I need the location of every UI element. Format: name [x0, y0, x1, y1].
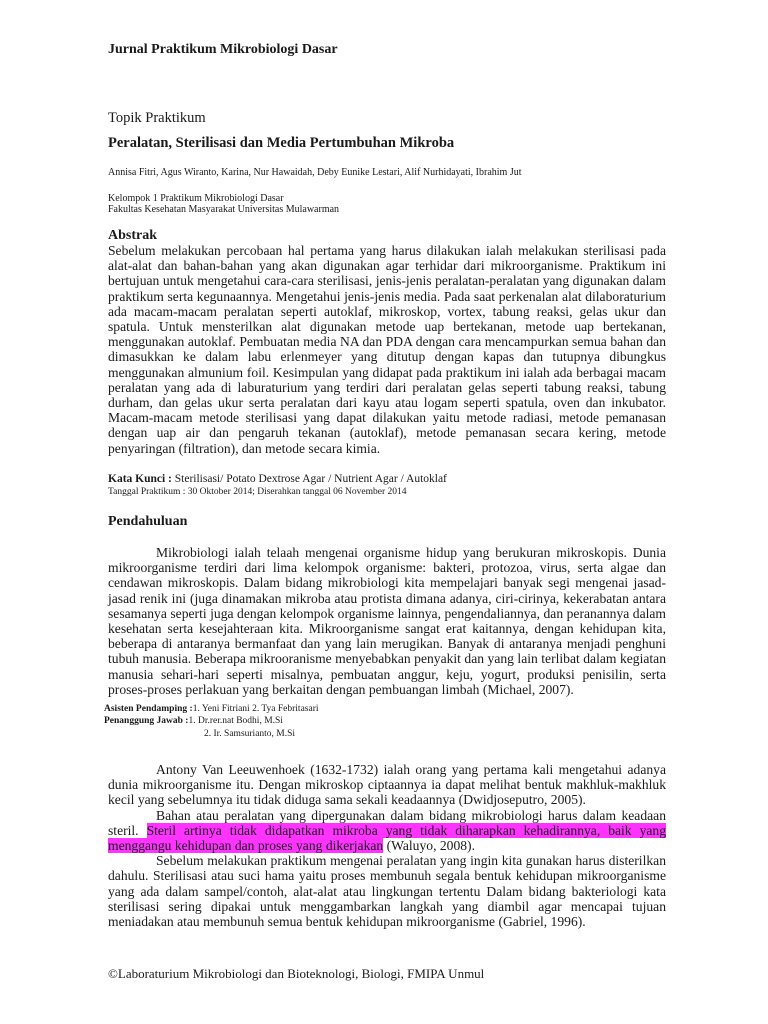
intro-paragraph-2: Antony Van Leeuwenhoek (1632-1732) ialah orang yang pertama kali mengetahui adanya dunia mikroorganisme itu. Dengan mikroskop ciptaannya ia dapat melihat bentuk makhluk-makhluk kecil yang sebelumnya itu tidak diduga sama sekali keadaannya (Dwidjoseputro, 2005).	[108, 762, 666, 808]
responsible-line	[104, 716, 283, 726]
group-name: Kelompok 1 Praktikum Mikrobiologi Dasar	[108, 193, 284, 204]
responsible-label: Penanggung Jawab :	[104, 716, 189, 726]
keywords-list: Sterilisasi/ Potato Dextrose Agar / Nutrient Agar / Autoklaf	[171, 473, 447, 485]
responsible-name-1: 1. Dr.rer.nat Bodhi, M.Si	[188, 716, 283, 726]
keywords-label: Kata Kunci :	[108, 473, 172, 485]
abstract-text: Sebelum melakukan percobaan hal pertama yang harus dilakukan ialah melakukan sterilisasi pada alat-alat dan bahan-bahan yang akan digunakan agar terhidar dari mikroorganisme. Praktikum ini bertujuan untuk mengetahui cara-cara sterilisasi, jenis-jenis peralatan-peralatan yang digunakan dalam praktikum serta kegunaannya. Mengetahui jenis-jenis media. Pada saat perkenalan alat dilaboraturium ada macam-macam peralatan seperti autoklaf, mikroskop, vortex, tabung reaksi, gelas ukur dan spatula. Untuk mensterilkan alat digunakan metode uap bertekanan, metode uap bertekanan, menggunakan autoklaf. Pembuatan media NA dan PDA dengan cara mencampurkan semua bahan dan dimasukkan ke dalam labu erlenmeyer yang ditutup dengan kapas dan tutupnya dibungkus menggunakan almunium foil. Kesimpulan yang didapat pada praktikum ini ialah ada berbagai macam peralatan yang ada di laburaturium yang terdiri dari peralatan gelas seperti tabung reaksi, tabung durham, dan gelas ukur serta peralatan dari kayu atau logam seperti spatula, oven dan inkubator. Macam-macam metode sterilisasi yang dapat dilakukan yaitu metode radiasi, metode pemanasan dengan uap air dan pengaruh tekanan (autoklaf), metode pemanasan secara kering, metode penyaringan (filtration), dan metode secara kimia.	[108, 243, 666, 456]
responsible-name-2: 2. Ir. Samsurianto, M.Si	[204, 729, 296, 739]
journal-name: Jurnal Praktikum Mikrobiologi Dasar	[108, 42, 338, 57]
highlighted-text: Steril artinya tidak didapatkan mikroba yang tidak diharapkan kehadirannya, baik yang menggangu kehidupan dan proses yang dikerjakan	[108, 822, 666, 854]
intro-paragraph-3	[108, 808, 666, 854]
faculty-name: Fakultas Kesehatan Masyarakat Universitas Mulawarman	[108, 204, 340, 215]
author-list: Annisa Fitri, Agus Wiranto, Karina, Nur Hawaidah, Deby Eunike Lestari, Alif Nurhidayati, Ibrahim Jut	[108, 167, 522, 178]
paper-title: Peralatan, Sterilisasi dan Media Pertumbuhan Mikroba	[108, 135, 455, 151]
assistant-label: Asisten Pendamping :	[104, 704, 193, 714]
affiliation	[108, 193, 339, 215]
intro-paragraph-4: Sebelum melakukan praktikum mengenai peralatan yang ingin kita gunakan harus disterilkan dahulu. Sterilisasi atau suci hama yaitu proses membunuh segala bentuk kehidupan mikroorganisme yang ada dalam sampel/contoh, alat-alat atau lingkungan tertentu Dalam bidang bakteriologi kata sterilisasi sering dipakai untuk menggambarkan langkah yang diambil agar mencapai tujuan meniadakan atau membunuh semua bentuk kehidupan mikroorganisme (Gabriel, 1996).	[108, 853, 666, 930]
p3-text-pre: Bahan atau peralatan yang dipergunakan dalam bidang mikrobiologi harus dalam keadaan steril.	[108, 807, 666, 838]
abstract-heading: Abstrak	[108, 228, 158, 243]
footer-copyright: ©Laboraturium Mikrobiologi dan Bioteknologi, Biologi, FMIPA Unmul	[108, 966, 485, 981]
p3-citation: (Waluyo, 2008).	[383, 838, 475, 854]
introduction-heading: Pendahuluan	[108, 514, 188, 529]
practicum-dates: Tanggal Praktikum : 30 Oktober 2014; Diserahkan tanggal 06 November 2014	[108, 487, 407, 497]
topic-label: Topik Praktikum	[108, 110, 206, 126]
intro-paragraph-1: Mikrobiologi ialah telaah mengenai organisme hidup yang berukuran mikroskopis. Dunia mikroorganisme terdiri dari lima kelompok organisme: bakteri, protozoa, virus, serta algae dan cendawan mikroskopis. Dalam bidang mikrobiologi kita mempelajari banyak segi mengenai jasad-jasad renik ini (juga dinamakan mikroba atau protista dimana adanya, ciri-cirinya, kekerabatan antara sesamanya seperti juga dengan kelompok organisme lainnya, pengendaliannya, dan peranannya dalam kesehatan serta kesejahteraan kita. Mikroorganisme sangat erat kaitannya, dengan kehidupan kita, beberapa di antaranya bermanfaat dan yang lain merugikan. Banyak di antaranya menjadi penghuni tubuh manusia. Beberapa mikrooranisme menyebabkan penyakit dan yang lain terlibat dalam kegiatan manusia sehari-hari seperti misalnya, pembuatan anggur, keju, yogurt, produksi penisilin, serta proses-proses perlakuan yang berkaitan dengan pembuangan limbah (Michael, 2007).	[108, 545, 666, 697]
assistant-names: 1. Yeni Fitriani 2. Tya Febritasari	[192, 704, 319, 714]
keywords	[108, 473, 447, 485]
assistant-line	[104, 704, 319, 714]
intro-continued	[108, 762, 666, 929]
